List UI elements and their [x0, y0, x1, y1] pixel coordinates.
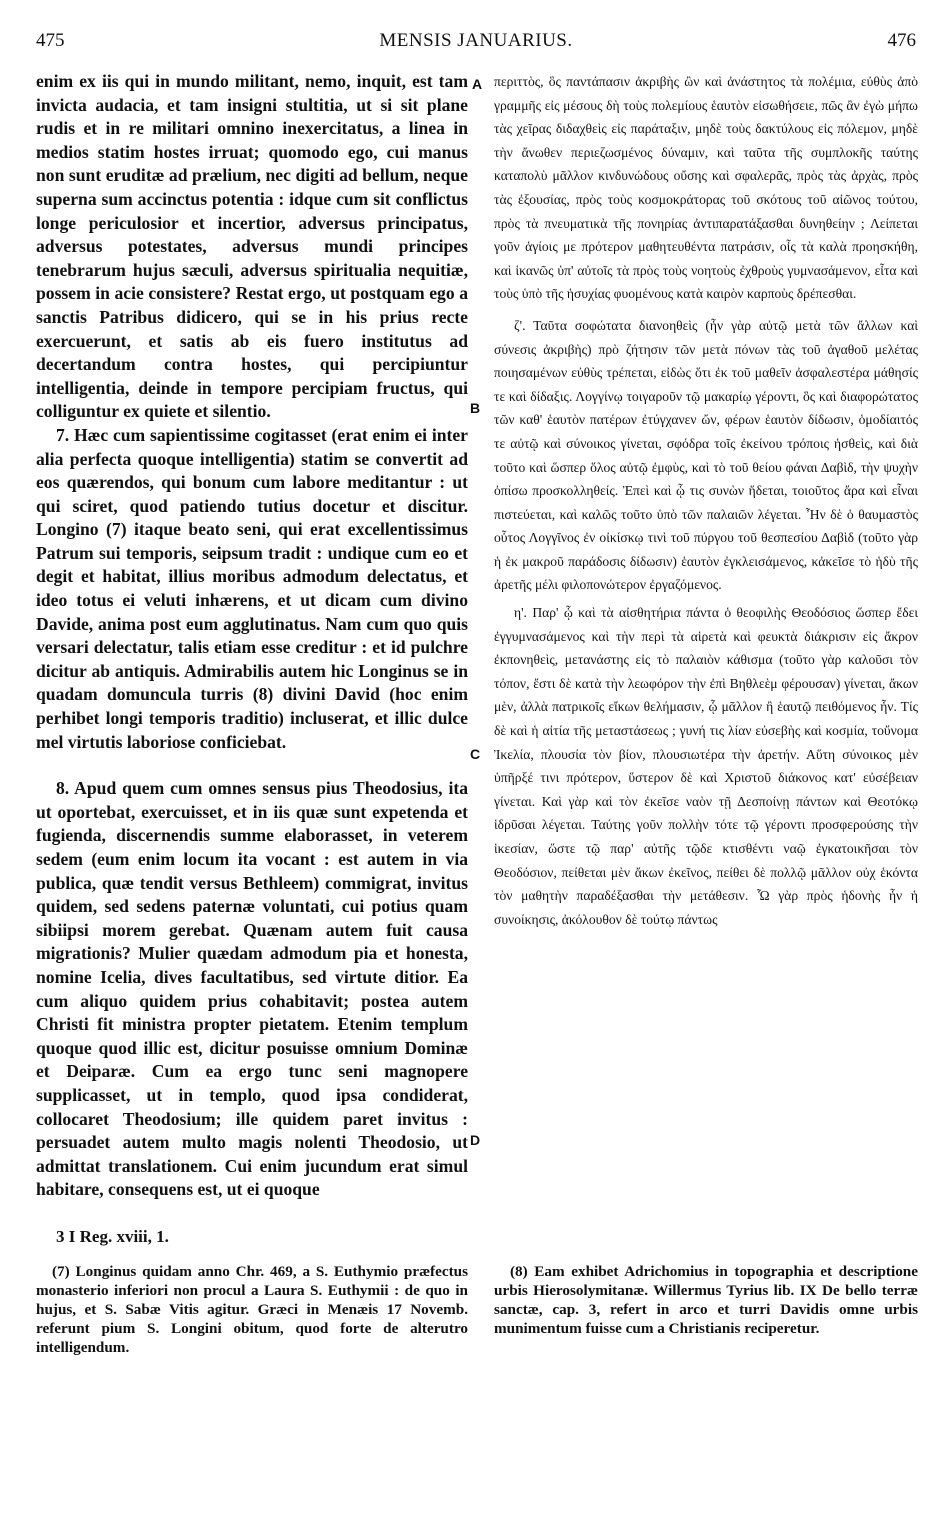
page-number-left: 475 — [36, 30, 65, 51]
latin-column — [36, 70, 468, 1202]
section-marker-a: A — [472, 76, 483, 92]
footnote-8-text: (8) Eam exhibet Adrichomius in topographia et descriptione urbis Hierosolymitanæ. Willermus Tyrius lib. IX De bello terræ sanctæ, cap. 3, refert in arco et turri Davidis omne urbis munimentum fuisse cum a Christianis reciperetur. — [494, 1263, 918, 1337]
running-title: MENSIS JANUARIUS. — [379, 30, 573, 51]
footnote-8 — [494, 1262, 918, 1338]
scripture-reference: 3 I Reg. xviii, 1. — [56, 1227, 169, 1246]
latin-paragraph-7: 7. Hæc cum sapientissime cogitasset (erat enim ei inter alia perfecta quoque intelligentia) statim se convertit ad eos quærendos, qui bonum cum labore meditantur : ut qui sciret, quod patiendo tutius docetur et discitur. Longino (7) itaque beato seni, qui erat excellentissimus Patrum sui temporis, seipsum tradit : undique cum eo et degit et habitat, illius moribus admodum delectatus, et ideo totus ei veluti inhærens, et ut dicam cum divino Davide, anima post eum agglutinatus. Nam cum quo quis versari delectatur, talis etiam esse creditur : et id pulchre dicitur ab antiquis. Admirabilis autem hic Longinus se in quadam domuncula turris (8) divini David (hoc enim perhibet longi temporis traditio) incluserat, et illic dulce mel virtutis laboriose conficiebat. — [36, 424, 468, 752]
section-marker-b: B — [470, 400, 481, 416]
footnote-7-text: (7) Longinus quidam anno Chr. 469, a S. Euthymio præfectus monasterio inferiori non procul a Laura S. Euthymii : de quo in hujus, et S. Sabæ Vitis agitur. Græci in Menæis 17 Novemb. referunt pium S. Longini obitum, quod forte de alterutro intelligendum. — [36, 1263, 468, 1356]
greek-paragraph-7: ζ'. Ταῦτα σοφώτατα διανοηθεὶς (ἦν γὰρ αὐτῷ μετὰ τῶν ἄλλων καὶ σύνεσις ἀκριβὴς) πρὸ ζήτησιν τῶν μετὰ πόνων τὰς τοῦ ἀγαθοῦ μελέτας ποιησαμένων εὐθὺς τρέπεται, εἰδὼς ὅτι ἐκ τοῦ μαθεῖν ἀσφαλεστέρα μάθησίς τε καὶ δίδαξις. Λογγίνῳ τοιγαροῦν τῷ μακαρίῳ γέροντι, ὃς καὶ διαφορώτατος τῶν καθ' ἑαυτὸν πατέρων ἐτύγχανεν ὤν, φέρων ἑαυτὸν δίδωσιν, ὁμοδίαιτός τε αὐτῷ καὶ σύνοικος γίνεται, σφόδρα τοῖς ἐκείνου τρόποις ἡσθεὶς, καὶ διὰ τοῦτο καὶ ὥσπερ ὅλος αὐτῷ ἐμφὺς, καὶ τὸ τοῦ θείου φάναι Δαβὶδ, τὴν ψυχὴν ὀπίσω προσκολληθείς. Ἐπεὶ καὶ ᾧ τις συνὼν ἥδεται, τοιοῦτος ἄρα καὶ εἶναι πιστεύεται, καὶ καλῶς τοῦτο ὑπὸ τῶν παλαιῶν λέγεται. Ἦν δὲ ὁ θαυμαστὸς οὗτος Λογγῖνος ἐν οἰκίσκῳ τινὶ τοῦ πύργου τοῦ θεσπεσίου Δαβὶδ (τοῦτο γὰρ ἡ ἐκ μακροῦ παράδοσις δίδωσιν) ἑαυτὸν ἐγκλεισάμενος, κἀκεῖσε τὸ ἡδὺ τῆς ἀρετῆς μέλι φιλοπονώτερον ἐργαζόμενος. — [494, 317, 918, 593]
paragraph-gap — [36, 754, 468, 777]
latin-paragraph-8: 8. Apud quem cum omnes sensus pius Theodosius, ita ut oportebat, exercuisset, et in iis quæ sunt expetenda et fugienda, discernendis summe elaborasset, in veterem sedem (eum enim locum ita vocant : est autem in via publica, quæ tendit versus Bethleem) commigrat, invitus quidem, sed sedens paternæ voluntati, cui potius quam sibiipsi morem gerebat. Quænam autem fuit causa migrationis? Mulier quædam admodum pia et honesta, nomine Icelia, dives facultatibus, sed virtute ditior. Ea cum aliquo quidem prius cohabitavit; postea autem Christi fit ministra propter pietatem. Etenim templum quoque quod illic est, dicitur posuisse omnium Dominæ et Deiparæ. Cum ea ergo tunc seni magnopere supplicasset, ut in templo, quod ipsa condiderat, collocaret Theodosium; ille quidem paret invitus : persuadet autem multo magis nolenti Theodosio, ut admittat translationem. Cui enim jucundum erat simul habitare, consequens est, ut ei quoque — [36, 778, 468, 1200]
greek-paragraph-8: η'. Παρ' ᾧ καὶ τὰ αἰσθητήρια πάντα ὁ θεοφιλὴς Θεοδόσιος ὥσπερ ἔδει ἐγγυμνασάμενος καὶ τὴν περὶ τὰ αἱρετὰ καὶ φευκτὰ διάκρισιν εἰς ἄκρον ἐκπονηθεὶς, μετανάστης εἰς τὸ παλαιὸν κάθισμα (τοῦτο γὰρ καλοῦσι τὸν τόπον, ἔστι δὲ κατὰ τὴν λεωφόρον τὴν ἐπὶ Βηθλεὲμ φέρουσαν) γίνεται, ἄκων μὲν, ἀλλὰ πατρικοῖς εἴκων θελήμασιν, ᾧ μᾶλλον ἢ ἑαυτῷ πειθόμενος ἦν. Τίς δὲ καὶ ἡ αἰτία τῆς μεταστάσεως ; γυνή τις λίαν εὐσεβὴς καὶ κοσμία, τοὔνομα Ἰκελία, πλουσία τὸν βίον, πλουσιωτέρα τὴν ἀρετήν. Αὕτη σύνοικος μὲν ὑπῆρξέ τινι πρότερον, ὕστερον δὲ καὶ Χριστοῦ διάκονος κατ' εὐσέβειαν γίνεται. Καὶ γὰρ καὶ τὸν ἐκεῖσε ναὸν τῇ Δεσποίνῃ πάντων καὶ Θεοτόκῳ ἱδρῦσαι λέγεται. Ταύτης γοῦν πολλὴν τότε τῷ γέροντι προσφερούσης τὴν ἱκεσίαν, ὥστε τῷ παρ' αὐτῆς τῷδε κτισθέντι ναῷ ἐγκατοικῆσαι τὸν Θεοδόσιον, πείθεται μὲν ἄκων ἐκεῖνος, πείθει δὲ πολλῷ μᾶλλον οὐχ ἑκόντα τὸν μαθητὴν παραδέξασθαι τὴν μετάθεσιν. Ὧ γὰρ πρὸς ἡδονὴς ἦν ἡ συνοίκησις, ἀκόλουθον δὲ τούτῳ πάντως — [494, 605, 918, 927]
latin-paragraph-1: enim ex iis qui in mundo militant, nemo, inquit, est tam invicta audacia, et tam insigni stultitia, ut si sit plane rudis et in re militari omnino inexercitatus, a linea in medios statim hostes irruat; quomodo ego, cui manus non sunt eruditæ ad prælium, nec digiti ad bellum, neque superna sum accinctus potentia : idque cum sit conflictus longe periculosior et incertior, adversus principatus, adversus potestates, adversus mundi principes tenebrarum hujus sæculi, adversus spiritualia nequitiæ, possem in acie consistere? Restat ergo, ut postquam ego a sanctis Patribus didicero, qui se in his prius recte exercuerunt, et satis ab eis fuero institutus ad decertandum contra hostes, qui percipiuntur intelligentia, deinde in tempore percipiam fructus, qui colliguntur ex quiete et silentio. — [36, 71, 468, 422]
footnote-7 — [36, 1262, 468, 1357]
section-marker-d: D — [470, 1132, 481, 1148]
page-number-right: 476 — [887, 30, 916, 51]
greek-paragraph-1: περιττὸς, ὃς παντάπασιν ἀκριβὴς ὢν καὶ ἀνάστητος τὰ πολέμια, εὐθὺς ἀπὸ γραμμῆς εἰς μέσους δὴ τοὺς πολεμίους ἑαυτὸν εἰσωθήσειε, πῶς ἂν ἐγὼ μήπω τὰς χεῖρας διδαχθεὶς εἰς παράταξιν, μηδὲ τοὺς δακτύλους εἰς πόλεμον, μηδὲ τὴν ἄνωθεν περιεζωσμένος δύναμιν, καὶ ταῦτα τῆς συμπλοκῆς ταύτης καταπολὺ μᾶλλον κινδυνώδους οὔσης καὶ σφαλερᾶς, πρὸς τὰς ἀρχὰς, πρὸς τὰς ἐξουσίας, πρὸς τοὺς κοσμοκράτορας τοῦ σκότους τοῦ αἰῶνος τούτου, πρὸς τὰ πνευματικὰ τῆς πονηρίας ἀντιπαρατάξασθαι δυνηθείην ; Λείπεται γοῦν ἁγίοις με πρότερον μαθητευθέντα πατράσιν, οἷς τὰ καλὰ προησκήθη, καὶ ἱκανῶς ὑπ' αὐτοῖς τὰ πρὸς τοὺς νοητοὺς ἐχθροὺς γυμνασάμενον, εἶτα καὶ τοὺς ὑπὸ τῆς ἡσυχίας φυομένους κατὰ καιρὸν καρποὺς δρέπεσθαι. — [494, 74, 918, 302]
greek-column — [494, 70, 918, 931]
section-marker-c: C — [470, 746, 481, 762]
page-header — [36, 30, 916, 56]
paragraph-gap — [494, 306, 918, 314]
